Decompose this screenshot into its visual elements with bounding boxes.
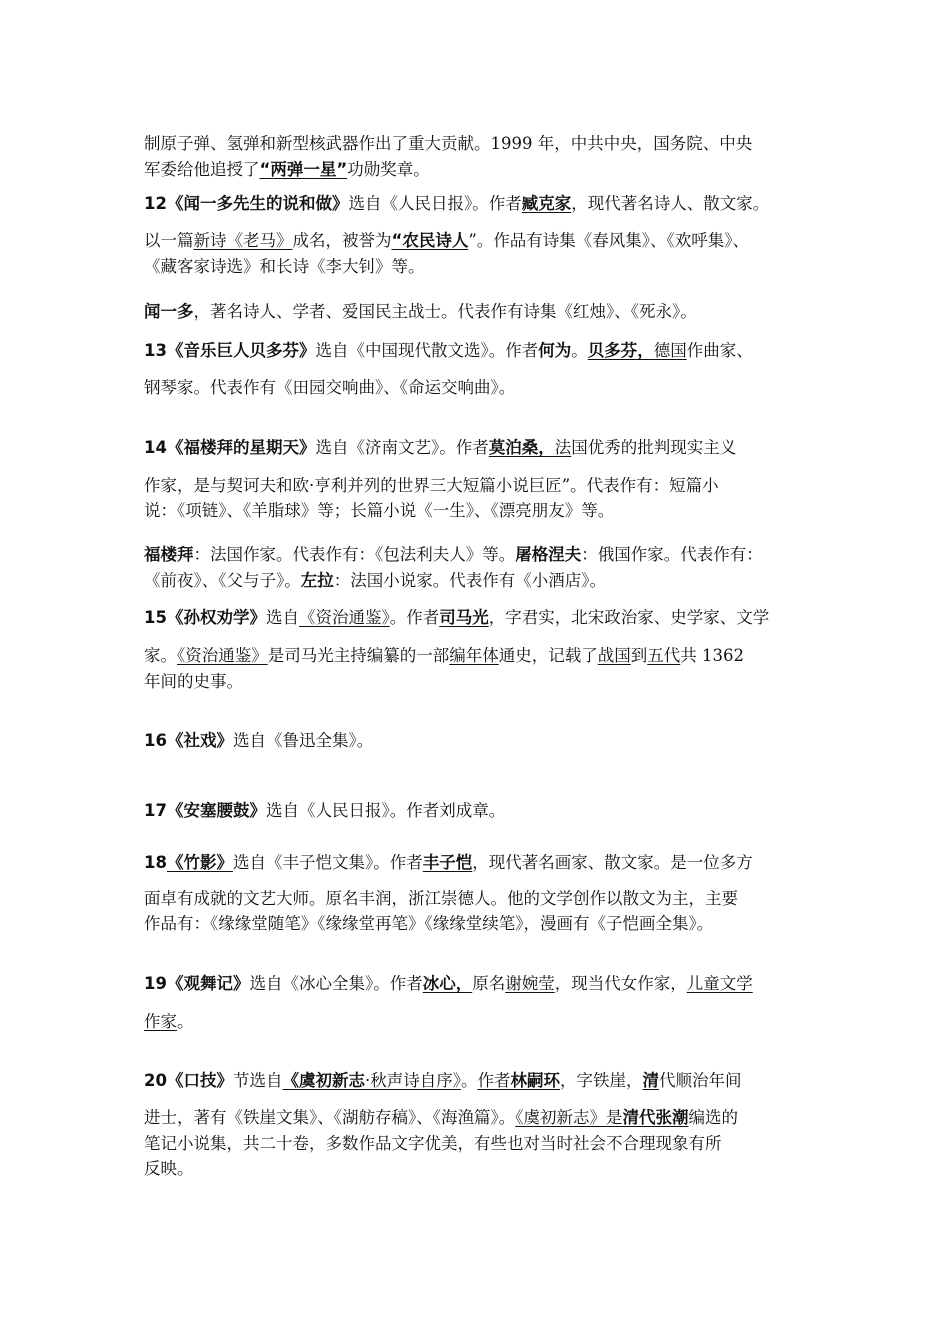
text-segment: ，现当代女作家， [554, 974, 687, 993]
text-line [144, 497, 614, 521]
text-segment: 通史，记载了 [498, 646, 598, 665]
text-line [144, 668, 243, 692]
text-segment: 作曲家、 [686, 341, 753, 360]
text-segment: 12《闻一多先生的说和做》 [144, 194, 349, 213]
text-segment: 选自《冰心全集》。作者 [249, 974, 423, 993]
text-segment: 清代张潮 [622, 1108, 689, 1127]
text-segment: 儿童文学 [686, 974, 753, 993]
text-line [144, 156, 430, 180]
text-line [144, 472, 719, 496]
text-segment: 选自《济南文艺》。作者 [315, 438, 489, 457]
text-line [144, 567, 606, 591]
text-segment: 代顺治年间 [658, 1071, 742, 1090]
text-segment: 笔记小说集，共二十卷，多数作品文字优美，有些也对当时社会不合理现象有所 [144, 1134, 722, 1153]
text-segment: ：法国作家。代表作有：《包法利夫人》等。 [193, 545, 516, 564]
text-segment: 。 [571, 341, 588, 360]
text-line [144, 1130, 722, 1154]
text-segment: ·秋声诗自序》 [364, 1071, 461, 1090]
text-segment: 德国 [653, 341, 687, 360]
text-segment: 国优秀的批判现实主义 [571, 438, 737, 457]
text-segment: 选自《丰子恺文集》。作者 [232, 853, 423, 872]
text-segment: 司马光 [439, 608, 489, 627]
text-segment: 作者 [477, 1071, 511, 1090]
text-segment: 选自《人民日报》。作者 [348, 194, 522, 213]
text-line [144, 253, 425, 277]
text-segment: ”。作品有诗集《春风集》、《欢呼集》、 [468, 231, 750, 250]
text-segment: 何为 [538, 341, 572, 360]
text-segment: 选自《人民日报》。作者刘成章。 [265, 801, 506, 820]
text-line [144, 337, 753, 361]
text-segment: 20《口技》 [144, 1071, 233, 1090]
text-segment: 面卓有成就的文艺大师。原名丰润，浙江崇德人。他的文学创作以散文为主，主要 [144, 889, 738, 908]
text-segment: 福楼拜 [144, 545, 194, 564]
text-segment: 选自《鲁迅全集》。 [232, 731, 374, 750]
text-line [144, 727, 373, 751]
text-segment: 新诗《老马》 [193, 231, 293, 250]
text-segment: 战国 [597, 646, 631, 665]
text-line [144, 227, 749, 251]
text-segment: 《藏客家诗选》和长诗《李大钊》等。 [144, 257, 425, 276]
text-segment: 林嗣环 [510, 1071, 560, 1090]
text-segment: 作品有：《缘缘堂随笔》《缘缘堂再笔》《缘缘堂续笔》，漫画有《子恺画全集》。 [144, 914, 714, 933]
text-segment: 作家 [144, 1012, 177, 1031]
text-segment: ，著名诗人、学者、爱国民主战士。代表作有诗集《红烛》、《死永》。 [193, 302, 697, 321]
text-segment: 选自《中国现代散文选》。作者 [315, 341, 539, 360]
text-segment: 冰心， [422, 974, 473, 993]
text-line [144, 1104, 738, 1128]
text-segment: 作家，是与契诃夫和欧·亨利并列的世界三大短篇小说巨匠”。代表作有：短篇小 [144, 476, 719, 495]
text-segment: 成名，被誉为 [292, 231, 392, 250]
text-line [144, 604, 769, 628]
text-segment: 节选自 [232, 1071, 283, 1090]
text-line [144, 910, 713, 934]
text-segment: 屠格涅夫 [515, 545, 582, 564]
text-segment: 编年体 [449, 646, 499, 665]
text-segment: 《资治通鉴》 [177, 646, 268, 665]
text-segment: 《前夜》、《父与子》。 [144, 571, 301, 590]
text-segment: 共 1362 [680, 646, 744, 665]
text-segment: 14《福楼拜的星期天》 [144, 438, 316, 457]
text-segment: 功勋奖章。 [347, 160, 430, 179]
text-segment: 莫泊桑， [488, 438, 555, 457]
text-segment: 丰子恺 [422, 853, 473, 872]
text-segment: 18 [144, 853, 167, 872]
text-segment: “农民诗人 [391, 231, 469, 250]
text-segment: 五代 [647, 646, 681, 665]
text-segment: 臧克家 [521, 194, 572, 213]
text-segment: 编选的 [688, 1108, 738, 1127]
text-line [144, 885, 738, 909]
text-line [144, 434, 736, 458]
text-segment: 闻一多 [144, 302, 194, 321]
text-segment: 19《观舞记》 [144, 974, 250, 993]
text-segment: 。 [460, 1071, 478, 1090]
text-line [144, 1155, 194, 1179]
text-segment: 反映。 [144, 1159, 194, 1178]
text-line [144, 298, 697, 322]
text-segment: 家。 [144, 646, 177, 665]
text-segment: ：法国小说家。代表作有《小酒店》。 [333, 571, 606, 590]
text-segment: “两弹一星” [259, 160, 348, 179]
text-segment: 谢婉莹 [505, 974, 555, 993]
text-line [144, 374, 515, 398]
text-segment: 选自 [265, 608, 299, 627]
text-segment: 左拉 [300, 571, 334, 590]
text-segment: 贝多芬， [587, 341, 654, 360]
text-segment: 17《安塞腰鼓》 [144, 801, 266, 820]
text-line [144, 130, 752, 154]
text-segment: 法 [554, 438, 572, 457]
text-segment: 到 [630, 646, 648, 665]
text-segment: ：俄国作家。代表作有： [581, 545, 763, 564]
text-line [144, 797, 505, 821]
text-segment: ，现代著名画家、散文家。是一位多方 [472, 853, 753, 872]
text-segment: 16《社戏》 [144, 731, 233, 750]
text-segment: ，字铁崖， [559, 1071, 643, 1090]
text-segment: 原名 [472, 974, 506, 993]
text-segment: 13《音乐巨人贝多芬》 [144, 341, 316, 360]
text-line [144, 1067, 741, 1091]
text-segment: 《资治通鉴》 [298, 608, 390, 627]
text-segment: 《虞初新志》是 [515, 1108, 623, 1127]
text-segment: ，字君实，北宋政治家、史学家、文学 [488, 608, 770, 627]
text-line [144, 642, 744, 666]
text-segment: 钢琴家。代表作有《田园交响曲》、《命运交响曲》。 [144, 378, 516, 397]
text-segment: 《虞初新志 [282, 1071, 365, 1090]
text-segment: 制原子弹、氢弹和新型核武器作出了重大贡献。1999 年，中共中央，国务院、中央 [144, 134, 753, 153]
text-segment: 年间的史事。 [144, 672, 243, 691]
text-segment: 说：《项链》、《羊脂球》等；长篇小说《一生》、《漂亮朋友》等。 [144, 501, 615, 520]
text-segment: 。作者 [389, 608, 440, 627]
text-segment: 15《孙权劝学》 [144, 608, 266, 627]
text-segment: ，现代著名诗人、散文家。 [571, 194, 770, 213]
text-line [144, 190, 769, 214]
text-line [144, 970, 753, 994]
text-line [144, 541, 763, 565]
text-segment: 进士，著有《铁崖文集》、《湖舫存稿》、《海渔篇》。 [144, 1108, 516, 1127]
text-segment: 。 [177, 1012, 194, 1031]
text-segment: 清 [642, 1071, 659, 1090]
text-segment: 军委给他追授了 [144, 160, 260, 179]
text-segment: 以一篇 [144, 231, 194, 250]
text-line [144, 1008, 194, 1032]
text-segment: 《竹影》 [166, 853, 233, 872]
text-line [144, 849, 753, 873]
text-segment: 是司马光主持编纂的一部 [267, 646, 450, 665]
